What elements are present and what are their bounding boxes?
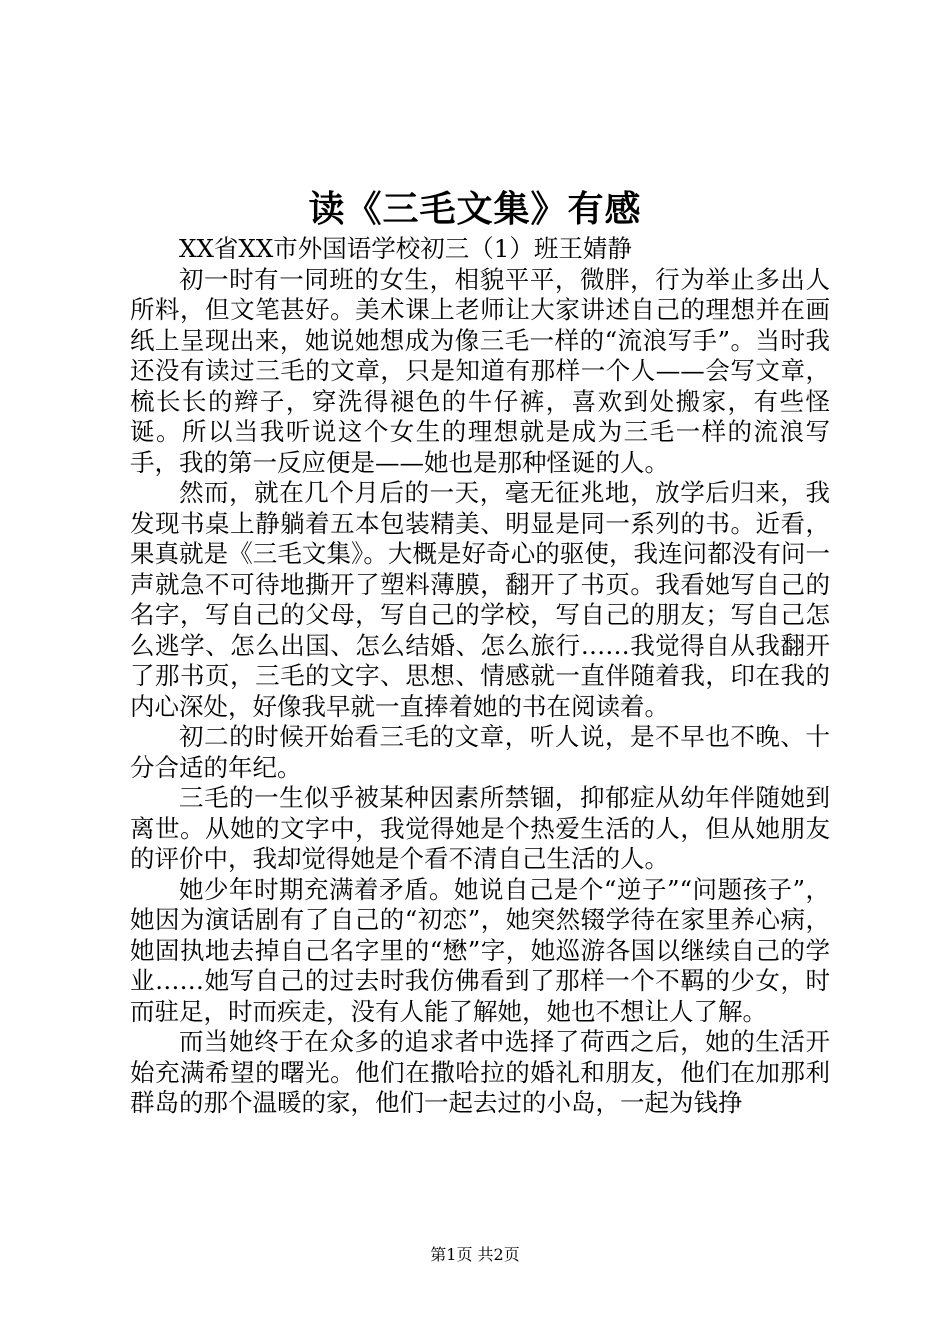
author-line: XX省XX市外国语学校初三（1）班王婧静 xyxy=(179,234,632,263)
page-number: 第1页 共2页 xyxy=(430,1245,520,1264)
document-title: 读《三毛文集》有感 xyxy=(308,188,642,230)
paragraph-1: 初一时有一同班的女生，相貌平平，微胖，行为举止多出人所料，但文笔甚好。美术课上老师让大家讲述自己的理想并在画纸上呈现出来，她说她想成为像三毛一样的“流浪写手”。当时我还没有读过三毛的文章，只是知道有那样一个人——会写文章，梳长长的辫子，穿洗得褪色的牛仔裤，喜欢到处搬家，有些怪诞。所以当我听说这个女生的理想就是成为三毛一样的流浪写手，我的第一反应便是——她也是那种怪诞的人。 xyxy=(130,264,830,477)
paragraph-6: 而当她终于在众多的追求者中选择了荷西之后，她的生活开始充满希望的曙光。他们在撒哈拉的婚礼和朋友，他们在加那利群岛的那个温暖的家，他们一起去过的小岛，一起为钱挣 xyxy=(130,1027,830,1117)
paragraph-2: 然而，就在几个月后的一天，毫无征兆地，放学后归来，我发现书桌上静躺着五本包装精美、明显是同一系列的书。近看，果真就是《三毛文集》。大概是好奇心的驱使，我连问都没有问一声就急不可待地撕开了塑料薄膜，翻开了书页。我看她写自己的名字，写自己的父母，写自己的学校，写自己的朋友；写自己怎么逃学、怎么出国、怎么结婚、怎么旅行……我觉得自从我翻开了那书页，三毛的文字、思想、情感就一直伴随着我，印在我的内心深处，好像我早就一直捧着她的书在阅读着。 xyxy=(130,478,830,721)
paragraph-3: 初二的时候开始看三毛的文章，听人说，是不早也不晚、十分合适的年纪。 xyxy=(130,722,830,782)
document-body xyxy=(130,234,830,1119)
paragraph-4: 三毛的一生似乎被某种因素所禁锢，抑郁症从幼年伴随她到离世。从她的文字中，我觉得她是个热爱生活的人，但从她朋友的评价中，我却觉得她是个看不清自己生活的人。 xyxy=(130,783,830,873)
paragraph-5: 她少年时期充满着矛盾。她说自己是个“逆子”“问题孩子”，她因为演话剧有了自己的“初恋”，她突然辍学待在家里养心病，她固执地去掉自己名字里的“懋”字，她巡游各国以继续自己的学业……她写自己的过去时我仿佛看到了那样一个不羁的少女，时而驻足，时而疾走，没有人能了解她，她也不想让人了解。 xyxy=(130,874,830,1026)
